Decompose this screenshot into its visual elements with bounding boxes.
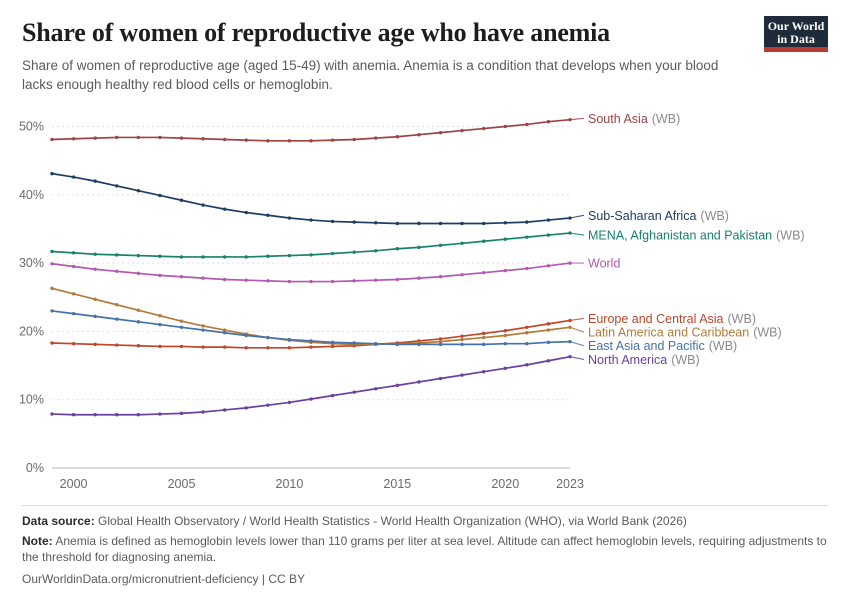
series-point (266, 346, 269, 349)
series-label-leader (570, 233, 584, 235)
series-point (482, 332, 485, 335)
series-point (158, 255, 161, 258)
series-label-suffix: (WB) (727, 311, 756, 326)
series-point (223, 278, 226, 281)
series-point (352, 250, 355, 253)
series-point (288, 254, 291, 257)
series-point (115, 317, 118, 320)
series-point (396, 278, 399, 281)
series-point (374, 387, 377, 390)
series-point (460, 373, 463, 376)
series-point (547, 264, 550, 267)
series-point (288, 139, 291, 142)
series-point (525, 342, 528, 345)
series-label[interactable] (588, 229, 805, 243)
series-point (72, 312, 75, 315)
series-point (72, 292, 75, 295)
series-point (115, 303, 118, 306)
series-point (482, 370, 485, 373)
series-point (50, 262, 53, 265)
series-point (245, 255, 248, 258)
series-point (50, 309, 53, 312)
series-point (201, 255, 204, 258)
series-point (223, 207, 226, 210)
x-axis-tick-label: 2010 (275, 477, 304, 491)
series-point (439, 222, 442, 225)
series-label-leader (570, 318, 584, 320)
series-point (50, 412, 53, 415)
series-point (482, 240, 485, 243)
series-point (93, 315, 96, 318)
series-point (93, 413, 96, 416)
series-point (547, 218, 550, 221)
series-point (223, 408, 226, 411)
series-point (158, 274, 161, 277)
series-point (245, 406, 248, 409)
series-point (266, 255, 269, 258)
series-label-suffix: (WB) (708, 339, 738, 354)
series-point (525, 326, 528, 329)
series-point (201, 328, 204, 331)
series-point (374, 342, 377, 345)
chart-footer (22, 505, 828, 587)
series-point (201, 324, 204, 327)
series-point (439, 275, 442, 278)
series-point (504, 221, 507, 224)
footer-divider (22, 505, 828, 506)
series-label-leader (570, 215, 584, 218)
series-point (482, 336, 485, 339)
series-point (482, 271, 485, 274)
y-axis-tick-label: 30% (18, 256, 44, 271)
x-axis-tick-label: 2000 (59, 477, 88, 491)
series-label-leader (570, 342, 584, 346)
series-point (201, 345, 204, 348)
data-source-line (22, 513, 828, 529)
series-label[interactable] (588, 353, 700, 367)
series-point (396, 247, 399, 250)
series-point (309, 139, 312, 142)
series-label[interactable] (588, 339, 737, 353)
series-point (137, 413, 140, 416)
footer-link[interactable]: OurWorldinData.org/micronutrient-deficiency | CC BY (22, 572, 305, 586)
series-line (52, 357, 570, 415)
series-point (72, 137, 75, 140)
series-point (525, 123, 528, 126)
series-point (352, 390, 355, 393)
series-point (525, 331, 528, 334)
series-point (525, 220, 528, 223)
series-point (482, 343, 485, 346)
series-point (223, 345, 226, 348)
series-point (180, 255, 183, 258)
series-point (417, 133, 420, 136)
y-axis-tick-label: 20% (18, 324, 44, 339)
series-point (137, 136, 140, 139)
chart-plot-area (0, 94, 850, 498)
series-point (115, 270, 118, 273)
series-label[interactable] (588, 209, 729, 223)
series-north-america (50, 353, 699, 417)
series-point (547, 328, 550, 331)
series-point (331, 394, 334, 397)
x-axis-tick-label: 2005 (167, 477, 196, 491)
series-label-name: World (588, 256, 621, 271)
series-label-name: MENA, Afghanistan and Pakistan (588, 228, 773, 243)
series-mena-afghanistan-and-pakistan (50, 229, 804, 259)
series-point (201, 410, 204, 413)
x-axis-tick-label: 2015 (383, 477, 412, 491)
series-point (331, 252, 334, 255)
series-point (288, 216, 291, 219)
series-point (352, 138, 355, 141)
series-label-leader (570, 357, 584, 360)
series-line (52, 288, 570, 344)
y-axis-tick-label: 0% (25, 461, 44, 475)
y-axis-tick-label: 40% (18, 187, 44, 202)
series-label-name: Latin America and Caribbean (588, 325, 750, 340)
series-point (180, 326, 183, 329)
series-label-name: North America (588, 352, 668, 367)
series-point (180, 412, 183, 415)
series-point (288, 280, 291, 283)
series-point (547, 359, 550, 362)
series-label-name: East Asia and Pacific (588, 339, 705, 354)
series-point (266, 403, 269, 406)
series-label-name: South Asia (588, 111, 648, 126)
series-point (93, 298, 96, 301)
series-line (52, 263, 570, 281)
series-point (352, 220, 355, 223)
data-source-label: Data source: (22, 514, 95, 528)
series-point (504, 334, 507, 337)
series-point (525, 267, 528, 270)
series-point (245, 138, 248, 141)
series-label-name: Sub-Saharan Africa (588, 208, 697, 223)
series-point (396, 135, 399, 138)
series-point (309, 339, 312, 342)
series-point (223, 138, 226, 141)
series-point (180, 136, 183, 139)
series-point (331, 138, 334, 141)
series-point (504, 367, 507, 370)
owid-logo-bar (764, 47, 828, 52)
series-point (93, 253, 96, 256)
note-line (22, 533, 828, 565)
series-label[interactable] (588, 257, 620, 271)
series-point (201, 137, 204, 140)
series-point (137, 309, 140, 312)
series-point (137, 272, 140, 275)
series-point (504, 342, 507, 345)
series-point (417, 246, 420, 249)
series-point (93, 343, 96, 346)
series-point (50, 250, 53, 253)
series-point (266, 139, 269, 142)
series-point (504, 329, 507, 332)
series-point (504, 125, 507, 128)
data-source-text: Global Health Observatory / World Health Statistics - World Health Organization (WHO), via World Bank (2026) (98, 514, 687, 528)
series-point (137, 320, 140, 323)
x-axis-tick-label: 2020 (491, 477, 520, 491)
series-south-asia (50, 112, 680, 143)
series-point (115, 253, 118, 256)
series-point (547, 341, 550, 344)
series-point (158, 323, 161, 326)
series-point (158, 314, 161, 317)
series-point (417, 276, 420, 279)
series-point (396, 384, 399, 387)
chart-subtitle: Share of women of reproductive age (aged 15-49) with anemia. Anemia is a condition that develops when your blood lacks enough healthy red blood cells or hemoglobin. (22, 58, 719, 92)
series-point (309, 253, 312, 256)
note-label: Note: (22, 534, 53, 548)
series-line (52, 120, 570, 141)
series-point (72, 413, 75, 416)
series-point (352, 341, 355, 344)
series-point (331, 220, 334, 223)
series-point (93, 136, 96, 139)
series-point (460, 334, 463, 337)
series-point (72, 175, 75, 178)
series-point (158, 412, 161, 415)
series-point (223, 255, 226, 258)
series-point (180, 345, 183, 348)
series-point (525, 235, 528, 238)
series-point (50, 138, 53, 141)
owid-logo-line2: in Data (777, 32, 815, 46)
series-point (309, 397, 312, 400)
series-point (223, 331, 226, 334)
series-point (460, 222, 463, 225)
series-point (266, 336, 269, 339)
series-point (417, 380, 420, 383)
series-point (288, 346, 291, 349)
series-label-suffix: (WB) (651, 111, 681, 126)
x-axis-tick-label: 2023 (556, 477, 584, 491)
line-chart-svg (0, 94, 850, 498)
series-point (460, 129, 463, 132)
note-text: Anemia is defined as hemoglobin levels lower than 110 grams per liter at sea level. Altitude can affect hemoglobin levels, requiring adjustments to the threshold for diagnosing anemia. (22, 534, 827, 564)
series-point (547, 120, 550, 123)
series-point (201, 276, 204, 279)
series-point (547, 233, 550, 236)
owid-logo-line1: Our World (767, 19, 825, 33)
series-point (72, 342, 75, 345)
series-label-suffix: (WB) (700, 208, 729, 223)
series-point (115, 343, 118, 346)
series-point (72, 265, 75, 268)
series-world (50, 257, 620, 284)
series-point (460, 242, 463, 245)
series-point (374, 136, 377, 139)
series-point (460, 273, 463, 276)
series-point (115, 136, 118, 139)
series-point (180, 199, 183, 202)
series-point (50, 341, 53, 344)
series-point (374, 278, 377, 281)
series-point (309, 345, 312, 348)
series-point (460, 338, 463, 341)
series-point (439, 131, 442, 134)
series-point (115, 184, 118, 187)
series-point (396, 222, 399, 225)
series-label[interactable] (588, 112, 680, 126)
series-label[interactable] (588, 312, 756, 326)
series-point (245, 346, 248, 349)
series-point (50, 287, 53, 290)
series-point (482, 127, 485, 130)
series-point (396, 343, 399, 346)
series-point (352, 279, 355, 282)
series-line (52, 174, 570, 224)
series-label-suffix: (WB) (776, 228, 805, 243)
series-point (266, 214, 269, 217)
series-point (50, 172, 53, 175)
series-point (137, 344, 140, 347)
series-point (374, 249, 377, 252)
page-title: Share of women of reproductive age who have anemia (22, 18, 610, 47)
series-point (115, 413, 118, 416)
y-axis-tick-label: 50% (18, 119, 44, 134)
series-point (137, 254, 140, 257)
series-sub-saharan-africa (50, 172, 729, 225)
series-point (504, 269, 507, 272)
y-axis-tick-label: 10% (18, 392, 44, 407)
series-point (245, 278, 248, 281)
series-point (547, 322, 550, 325)
series-point (201, 203, 204, 206)
series-point (266, 279, 269, 282)
series-point (137, 189, 140, 192)
series-point (309, 280, 312, 283)
series-label-suffix: (WB) (671, 352, 700, 367)
series-point (417, 343, 420, 346)
series-point (93, 179, 96, 182)
series-point (158, 345, 161, 348)
series-label-suffix: (WB) (753, 325, 782, 340)
series-point (158, 136, 161, 139)
series-point (93, 268, 96, 271)
series-point (331, 341, 334, 344)
series-point (288, 338, 291, 341)
series-point (525, 363, 528, 366)
series-point (158, 194, 161, 197)
series-point (245, 334, 248, 337)
series-label[interactable] (588, 326, 782, 340)
series-label-leader (570, 327, 584, 332)
series-point (331, 280, 334, 283)
series-point (245, 211, 248, 214)
series-point (288, 401, 291, 404)
owid-logo[interactable] (764, 16, 828, 52)
series-point (309, 218, 312, 221)
series-point (417, 222, 420, 225)
series-point (374, 221, 377, 224)
series-point (439, 377, 442, 380)
series-label-name: Europe and Central Asia (588, 311, 724, 326)
series-point (180, 275, 183, 278)
series-point (504, 237, 507, 240)
series-point (72, 251, 75, 254)
series-point (439, 244, 442, 247)
series-point (439, 343, 442, 346)
series-point (460, 343, 463, 346)
series-label-leader (570, 118, 584, 119)
series-point (482, 222, 485, 225)
series-point (180, 319, 183, 322)
